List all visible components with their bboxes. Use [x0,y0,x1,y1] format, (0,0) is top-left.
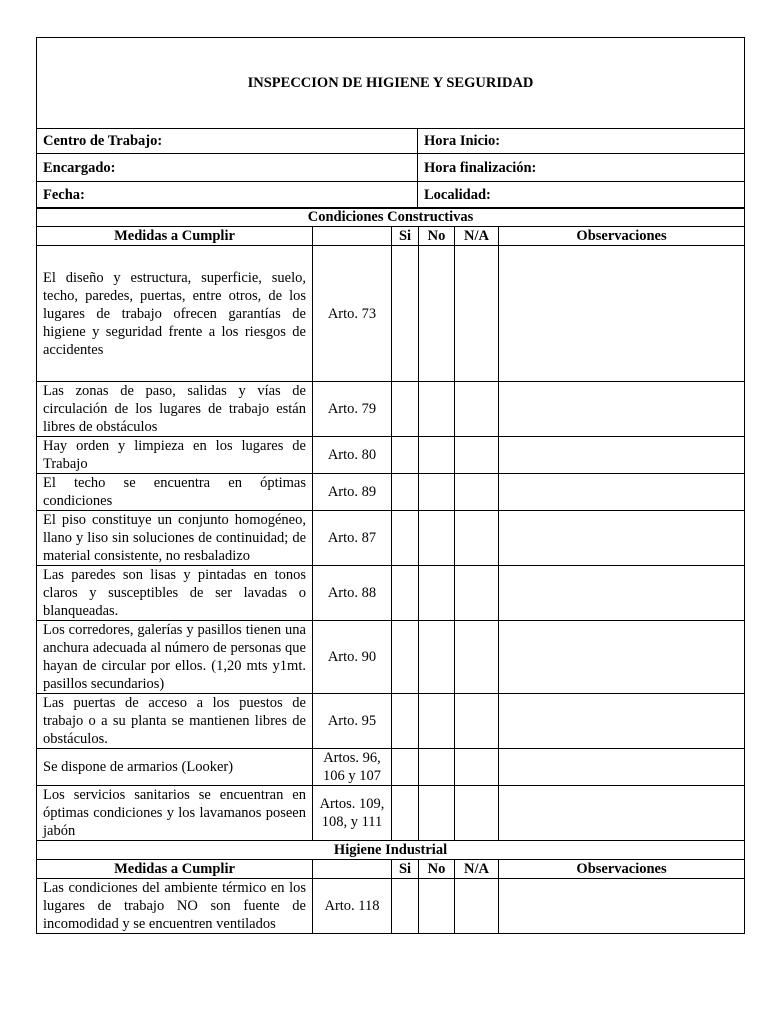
checklist-row [37,437,745,474]
check-si-cell[interactable] [392,621,419,694]
column-header-observaciones: Observaciones [499,860,745,879]
articulo-ref: Arto. 79 [313,382,392,437]
medida-text: Las zonas de paso, salidas y vías de circulación de los lugares de trabajo están libres de obstáculos [37,382,313,437]
check-no-cell[interactable] [419,749,455,786]
check-si-cell[interactable] [392,879,419,934]
check-si-cell[interactable] [392,694,419,749]
checklist-row [37,382,745,437]
check-na-cell[interactable] [455,511,499,566]
articulo-ref: Arto. 73 [313,246,392,382]
articulo-ref: Arto. 95 [313,694,392,749]
observaciones-cell[interactable] [499,694,745,749]
check-no-cell[interactable] [419,694,455,749]
medida-text: El diseño y estructura, superficie, suelo, techo, paredes, puertas, entre otros, de los lugares de trabajo ofrecen garantías de higiene y seguridad frente a los riesgos de accidentes [37,246,313,382]
check-no-cell[interactable] [419,474,455,511]
medida-text: Las condiciones del ambiente térmico en los lugares de trabajo NO son fuente de incomodidad y se encuentren ventilados [37,879,313,934]
checklist-table [36,207,745,934]
check-na-cell[interactable] [455,437,499,474]
medida-text: Los servicios sanitarios se encuentran en óptimas condiciones y los lavamanos poseen jabón [37,786,313,841]
checklist-row [37,474,745,511]
document-title: INSPECCION DE HIGIENE Y SEGURIDAD [37,38,745,129]
medida-text: Las puertas de acceso a los puestos de trabajo o a su planta se mantienen libres de obstáculos. [37,694,313,749]
column-header-medidas: Medidas a Cumplir [37,227,313,246]
hora-finalizacion-label: Hora finalización: [418,154,745,182]
check-si-cell[interactable] [392,382,419,437]
articulo-ref: Arto. 89 [313,474,392,511]
observaciones-cell[interactable] [499,246,745,382]
check-si-cell[interactable] [392,786,419,841]
check-si-cell[interactable] [392,749,419,786]
localidad-label: Localidad: [418,182,745,209]
checklist-row [37,566,745,621]
observaciones-cell[interactable] [499,566,745,621]
check-no-cell[interactable] [419,437,455,474]
checklist-row [37,621,745,694]
check-no-cell[interactable] [419,566,455,621]
medida-text: Los corredores, galerías y pasillos tienen una anchura adecuada al número de personas que hayan de circular por ellos. (1,20 mts y1mt. pasillos secundarios) [37,621,313,694]
check-na-cell[interactable] [455,694,499,749]
observaciones-cell[interactable] [499,749,745,786]
check-no-cell[interactable] [419,246,455,382]
observaciones-cell[interactable] [499,382,745,437]
checklist-row [37,511,745,566]
column-header-no: No [419,227,455,246]
check-na-cell[interactable] [455,621,499,694]
column-header-medidas: Medidas a Cumplir [37,860,313,879]
medida-text: El techo se encuentra en óptimas condiciones [37,474,313,511]
checklist-row [37,879,745,934]
check-na-cell[interactable] [455,786,499,841]
medida-text: Se dispone de armarios (Looker) [37,749,313,786]
check-no-cell[interactable] [419,786,455,841]
observaciones-cell[interactable] [499,474,745,511]
check-no-cell[interactable] [419,511,455,566]
encargado-label: Encargado: [37,154,418,182]
check-na-cell[interactable] [455,382,499,437]
checklist-row [37,786,745,841]
column-header-si: Si [392,227,419,246]
articulo-ref: Artos. 109, 108, y 111 [313,786,392,841]
section-higiene-industrial: Higiene Industrial [37,841,745,860]
observaciones-cell[interactable] [499,621,745,694]
hora-inicio-label: Hora Inicio: [418,129,745,154]
checklist-row [37,749,745,786]
observaciones-cell[interactable] [499,437,745,474]
column-header-no: No [419,860,455,879]
observaciones-cell[interactable] [499,879,745,934]
observaciones-cell[interactable] [499,511,745,566]
check-si-cell[interactable] [392,246,419,382]
articulo-ref: Arto. 90 [313,621,392,694]
check-na-cell[interactable] [455,566,499,621]
check-si-cell[interactable] [392,437,419,474]
check-no-cell[interactable] [419,879,455,934]
checklist-row [37,694,745,749]
column-header-articulo [313,860,392,879]
check-na-cell[interactable] [455,749,499,786]
check-si-cell[interactable] [392,474,419,511]
check-na-cell[interactable] [455,879,499,934]
check-si-cell[interactable] [392,566,419,621]
column-header-na: N/A [455,227,499,246]
column-header-si: Si [392,860,419,879]
check-na-cell[interactable] [455,474,499,511]
articulo-ref: Arto. 118 [313,879,392,934]
medida-text: Las paredes son lisas y pintadas en tonos claros y susceptibles de ser lavadas o blanqueadas. [37,566,313,621]
column-header-na: N/A [455,860,499,879]
observaciones-cell[interactable] [499,786,745,841]
fecha-label: Fecha: [37,182,418,209]
medida-text: El piso constituye un conjunto homogéneo, llano y liso sin soluciones de continuidad; de material consistente, no resbaladizo [37,511,313,566]
check-si-cell[interactable] [392,511,419,566]
header-table [36,37,745,209]
column-header-articulo [313,227,392,246]
check-no-cell[interactable] [419,382,455,437]
check-no-cell[interactable] [419,621,455,694]
column-header-observaciones: Observaciones [499,227,745,246]
section-condiciones-constructivas: Condiciones Constructivas [37,208,745,227]
medida-text: Hay orden y limpieza en los lugares de Trabajo [37,437,313,474]
articulo-ref: Arto. 88 [313,566,392,621]
checklist-row [37,246,745,382]
articulo-ref: Arto. 80 [313,437,392,474]
check-na-cell[interactable] [455,246,499,382]
articulo-ref: Artos. 96, 106 y 107 [313,749,392,786]
centro-trabajo-label: Centro de Trabajo: [37,129,418,154]
articulo-ref: Arto. 87 [313,511,392,566]
